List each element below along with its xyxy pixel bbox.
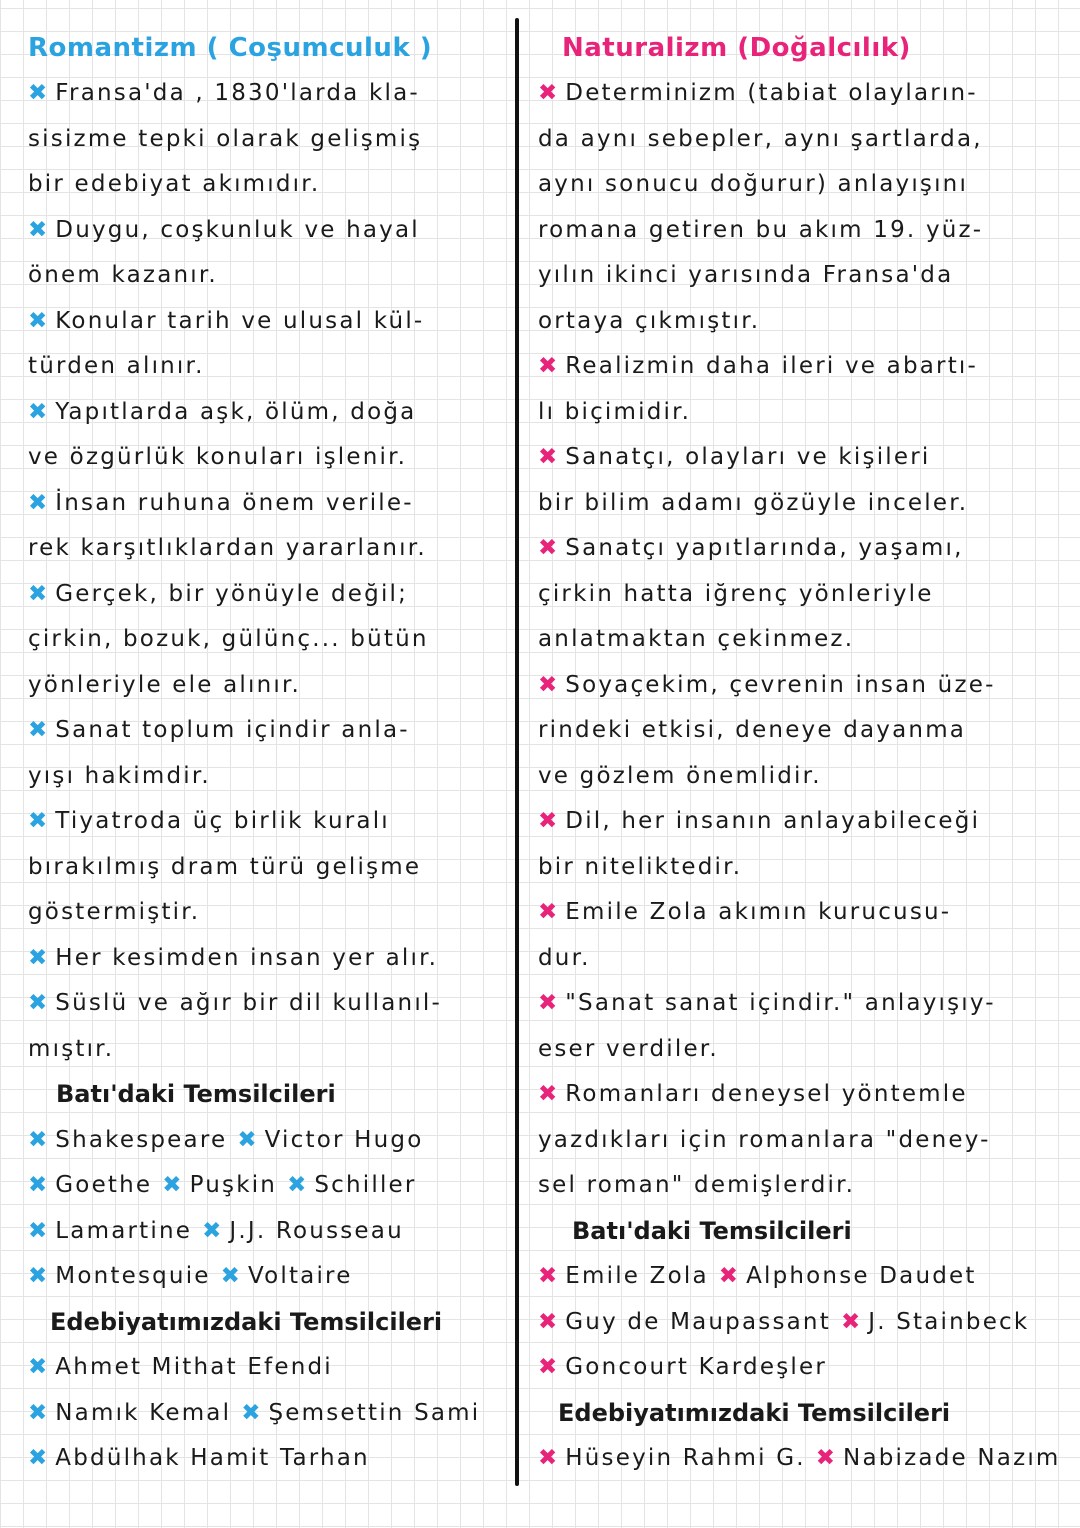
representative-name bbox=[538, 1354, 827, 1380]
note-text: Sanatçı yapıtlarında, yaşamı, bbox=[565, 535, 964, 561]
representative-row bbox=[538, 1436, 1061, 1482]
note-text: Sanat toplum içindir anla- bbox=[55, 717, 410, 743]
x-mark-icon: ✖ bbox=[28, 944, 48, 971]
representative-name bbox=[241, 1400, 480, 1426]
note-line bbox=[538, 71, 1058, 117]
note-text: Konular tarih ve ulusal kül- bbox=[55, 307, 425, 334]
note-line bbox=[28, 253, 506, 299]
note-text: Emile Zola akımın kurucusu- bbox=[565, 899, 952, 925]
x-mark-icon: ✖ bbox=[538, 1354, 558, 1380]
naturalism-column bbox=[538, 26, 1061, 1482]
note-line bbox=[538, 799, 1058, 845]
representative-label: Ahmet Mithat Efendi bbox=[55, 1354, 333, 1380]
representative-name bbox=[538, 1445, 806, 1471]
representative-name bbox=[538, 1309, 831, 1335]
representative-label: Shakespeare bbox=[55, 1126, 228, 1153]
representative-name bbox=[28, 1445, 370, 1471]
representative-row bbox=[538, 1345, 1058, 1391]
x-mark-icon: ✖ bbox=[538, 444, 558, 470]
note-line bbox=[538, 1163, 1058, 1209]
representative-label: Montesquie bbox=[55, 1263, 211, 1289]
x-mark-icon: ✖ bbox=[162, 1172, 182, 1198]
representative-name bbox=[202, 1218, 404, 1244]
representative-row bbox=[28, 1254, 506, 1300]
representative-label: Şemsettin Sami bbox=[268, 1399, 481, 1426]
note-text: ve özgürlük konuları işlenir. bbox=[28, 444, 408, 470]
romanticism-west-heading: Batı'daki Temsilcileri bbox=[56, 1080, 336, 1108]
note-line bbox=[538, 299, 1058, 345]
representative-name bbox=[287, 1172, 416, 1198]
x-mark-icon: ✖ bbox=[28, 990, 48, 1016]
note-line bbox=[538, 845, 1058, 891]
x-mark-icon: ✖ bbox=[241, 1399, 261, 1426]
note-text: yılın ikinci yarısında Fransa'da bbox=[538, 262, 954, 288]
representative-label: J. Stainbeck bbox=[868, 1308, 1030, 1335]
x-mark-icon: ✖ bbox=[718, 1263, 739, 1289]
note-text: aynı sonucu doğurur) anlayışını bbox=[538, 171, 969, 197]
naturalism-west-heading: Batı'daki Temsilcileri bbox=[572, 1216, 852, 1245]
x-mark-icon: ✖ bbox=[28, 580, 48, 607]
note-line bbox=[28, 617, 506, 663]
note-text: yışı hakimdir. bbox=[28, 762, 211, 789]
note-line bbox=[538, 162, 1058, 208]
representative-row bbox=[538, 1300, 1058, 1346]
naturalism-west-list bbox=[538, 1254, 1058, 1391]
x-mark-icon: ✖ bbox=[28, 398, 48, 425]
note-text: "Sanat sanat içindir." anlayışıy- bbox=[565, 990, 996, 1016]
note-line bbox=[538, 253, 1058, 299]
representative-label: Guy de Maupassant bbox=[565, 1308, 831, 1335]
representative-name bbox=[538, 1263, 709, 1289]
x-mark-icon: ✖ bbox=[237, 1126, 257, 1153]
x-mark-icon: ✖ bbox=[538, 80, 558, 106]
x-mark-icon: ✖ bbox=[28, 216, 48, 243]
x-mark-icon: ✖ bbox=[202, 1217, 222, 1244]
note-text: Romanları deneysel yöntemle bbox=[565, 1081, 968, 1107]
note-text: mıştır. bbox=[28, 1035, 115, 1062]
representative-label: Voltaire bbox=[247, 1263, 353, 1289]
note-text: rek karşıtlıklardan yararlanır. bbox=[28, 535, 427, 561]
representative-label: Goethe bbox=[55, 1172, 153, 1198]
note-text: yazdıkları için romanlara "deney- bbox=[538, 1126, 991, 1153]
representative-row bbox=[28, 1118, 506, 1164]
note-text: bırakılmış dram türü gelişme bbox=[28, 853, 422, 880]
note-text: sel roman" demişlerdir. bbox=[538, 1172, 856, 1198]
romanticism-notes bbox=[28, 71, 506, 1072]
representative-label: Abdülhak Hamit Tarhan bbox=[55, 1445, 370, 1471]
romanticism-local-list bbox=[28, 1345, 506, 1482]
x-mark-icon: ✖ bbox=[28, 1217, 48, 1244]
note-text: da aynı sebepler, aynı şartlarda, bbox=[538, 125, 983, 152]
representative-label: Schiller bbox=[314, 1172, 417, 1198]
note-line bbox=[538, 435, 1058, 481]
representative-label: Puşkin bbox=[189, 1172, 278, 1198]
column-divider bbox=[515, 18, 519, 1486]
note-text: yönleriyle ele alınır. bbox=[28, 671, 302, 698]
note-text: romana getiren bu akım 19. yüz- bbox=[538, 216, 984, 243]
note-text: ortaya çıkmıştır. bbox=[538, 307, 761, 334]
x-mark-icon: ✖ bbox=[538, 899, 558, 925]
representative-name bbox=[237, 1127, 423, 1153]
x-mark-icon: ✖ bbox=[538, 1308, 558, 1335]
note-text: Yapıtlarda aşk, ölüm, doğa bbox=[55, 398, 417, 425]
x-mark-icon: ✖ bbox=[287, 1172, 307, 1198]
note-line bbox=[28, 526, 506, 572]
note-line bbox=[28, 208, 506, 254]
note-text: anlatmaktan çekinmez. bbox=[538, 626, 855, 652]
x-mark-icon: ✖ bbox=[28, 1263, 48, 1289]
note-text: lı biçimidir. bbox=[538, 398, 692, 425]
note-text: Gerçek, bir yönüyle değil; bbox=[55, 580, 409, 607]
x-mark-icon: ✖ bbox=[28, 307, 48, 334]
naturalism-local-list bbox=[538, 1436, 1061, 1482]
note-text: Dil, her insanın anlayabileceği bbox=[565, 808, 981, 834]
note-text: Her kesimden insan yer alır. bbox=[55, 944, 439, 971]
naturalism-title: Naturalizm (Doğalcılık) bbox=[562, 33, 911, 63]
x-mark-icon: ✖ bbox=[815, 1445, 836, 1471]
note-text: eser verdiler. bbox=[538, 1035, 719, 1062]
note-line bbox=[538, 708, 1058, 754]
x-mark-icon: ✖ bbox=[538, 353, 558, 379]
x-mark-icon: ✖ bbox=[28, 808, 48, 834]
note-line bbox=[538, 1027, 1058, 1073]
representative-label: Victor Hugo bbox=[264, 1126, 424, 1153]
x-mark-icon: ✖ bbox=[538, 1081, 558, 1107]
representative-row bbox=[28, 1209, 506, 1255]
note-text: Determinizm (tabiat olayların- bbox=[565, 80, 978, 106]
representative-row bbox=[28, 1391, 506, 1437]
note-line bbox=[28, 481, 506, 527]
note-line bbox=[538, 344, 1058, 390]
note-text: Duygu, coşkunluk ve hayal bbox=[55, 216, 420, 243]
note-text: Süslü ve ağır bir dil kullanıl- bbox=[55, 990, 443, 1016]
x-mark-icon: ✖ bbox=[538, 535, 558, 561]
note-line bbox=[538, 754, 1058, 800]
representative-label: Hüseyin Rahmi G. bbox=[565, 1445, 806, 1471]
representative-row bbox=[538, 1254, 1058, 1300]
note-line bbox=[28, 299, 506, 345]
romanticism-title: Romantizm ( Coşumculuk ) bbox=[28, 33, 433, 63]
romanticism-column bbox=[28, 26, 506, 1482]
representative-label: Goncourt Kardeşler bbox=[565, 1354, 827, 1380]
note-text: bir bilim adamı gözüyle inceler. bbox=[538, 489, 969, 516]
representative-name bbox=[816, 1445, 1061, 1471]
x-mark-icon: ✖ bbox=[28, 1445, 48, 1471]
naturalism-local-heading: Edebiyatımızdaki Temsilcileri bbox=[558, 1398, 951, 1427]
note-text: göstermiştir. bbox=[28, 899, 201, 925]
x-mark-icon: ✖ bbox=[538, 1263, 558, 1289]
note-line bbox=[28, 390, 506, 436]
x-mark-icon: ✖ bbox=[840, 1308, 861, 1335]
note-line bbox=[538, 981, 1058, 1027]
note-line bbox=[538, 936, 1058, 982]
note-line bbox=[538, 617, 1058, 663]
representative-row bbox=[28, 1436, 506, 1482]
note-line bbox=[538, 390, 1058, 436]
note-line bbox=[28, 754, 506, 800]
naturalism-notes bbox=[538, 71, 1058, 1209]
note-line bbox=[538, 208, 1058, 254]
x-mark-icon: ✖ bbox=[220, 1263, 240, 1289]
note-line bbox=[538, 117, 1058, 163]
representative-label: Namık Kemal bbox=[55, 1399, 232, 1426]
note-line bbox=[538, 572, 1058, 618]
x-mark-icon: ✖ bbox=[538, 1445, 558, 1471]
representative-name bbox=[28, 1172, 152, 1198]
note-text: rindeki etkisi, deneye dayanma bbox=[538, 717, 967, 743]
representative-name bbox=[841, 1309, 1029, 1335]
note-line bbox=[28, 799, 506, 845]
x-mark-icon: ✖ bbox=[538, 671, 558, 698]
note-line bbox=[538, 1072, 1058, 1118]
representative-label: Alphonse Daudet bbox=[746, 1263, 977, 1289]
note-line bbox=[28, 708, 506, 754]
note-text: Soyaçekim, çevrenin insan üze- bbox=[565, 671, 996, 698]
x-mark-icon: ✖ bbox=[28, 489, 48, 516]
romanticism-west-list bbox=[28, 1118, 506, 1300]
representative-name bbox=[719, 1263, 977, 1289]
x-mark-icon: ✖ bbox=[538, 990, 558, 1016]
note-text: bir edebiyat akımıdır. bbox=[28, 171, 321, 197]
representative-label: Nabizade Nazım bbox=[843, 1445, 1061, 1471]
representative-name bbox=[28, 1127, 227, 1153]
note-line bbox=[538, 526, 1058, 572]
note-line bbox=[538, 890, 1058, 936]
note-line bbox=[28, 572, 506, 618]
representative-name bbox=[221, 1263, 353, 1289]
note-text: ve gözlem önemlidir. bbox=[538, 762, 822, 789]
x-mark-icon: ✖ bbox=[28, 1399, 48, 1426]
note-line bbox=[28, 890, 506, 936]
note-text: çirkin, bozuk, gülünç... bütün bbox=[28, 626, 429, 652]
note-line bbox=[28, 71, 506, 117]
representative-row bbox=[28, 1345, 506, 1391]
x-mark-icon: ✖ bbox=[28, 80, 48, 106]
representative-row bbox=[28, 1163, 506, 1209]
representative-label: J.J. Rousseau bbox=[229, 1217, 404, 1244]
x-mark-icon: ✖ bbox=[538, 808, 558, 834]
note-line bbox=[28, 435, 506, 481]
note-text: Tiyatroda üç birlik kuralı bbox=[55, 808, 390, 834]
note-line bbox=[28, 663, 506, 709]
note-line bbox=[538, 663, 1058, 709]
representative-name bbox=[28, 1218, 192, 1244]
representative-name bbox=[28, 1400, 231, 1426]
representative-label: Lamartine bbox=[55, 1217, 193, 1244]
note-text: sisizme tepki olarak gelişmiş bbox=[28, 125, 423, 152]
x-mark-icon: ✖ bbox=[28, 717, 48, 743]
representative-label: Emile Zola bbox=[565, 1263, 709, 1289]
note-line bbox=[28, 981, 506, 1027]
note-text: dur. bbox=[538, 944, 591, 971]
x-mark-icon: ✖ bbox=[28, 1354, 48, 1380]
note-line bbox=[538, 1118, 1058, 1164]
note-line bbox=[28, 344, 506, 390]
note-line bbox=[28, 936, 506, 982]
representative-name bbox=[162, 1172, 277, 1198]
note-text: Realizmin daha ileri ve abartı- bbox=[565, 353, 978, 379]
note-text: Sanatçı, olayları ve kişileri bbox=[565, 444, 931, 470]
note-text: türden alınır. bbox=[28, 353, 205, 379]
note-text: İnsan ruhuna önem verile- bbox=[55, 489, 414, 516]
note-line bbox=[28, 117, 506, 163]
x-mark-icon: ✖ bbox=[28, 1126, 48, 1153]
note-line bbox=[28, 162, 506, 208]
x-mark-icon: ✖ bbox=[28, 1172, 48, 1198]
romanticism-local-heading: Edebiyatımızdaki Temsilcileri bbox=[50, 1307, 443, 1336]
note-line bbox=[28, 1027, 506, 1073]
note-text: bir niteliktedir. bbox=[538, 853, 743, 880]
note-text: Fransa'da , 1830'larda kla- bbox=[55, 80, 420, 106]
representative-name bbox=[28, 1263, 211, 1289]
note-text: önem kazanır. bbox=[28, 262, 218, 288]
representative-name bbox=[28, 1354, 333, 1380]
note-text: çirkin hatta iğrenç yönleriyle bbox=[538, 580, 934, 607]
note-line bbox=[538, 481, 1058, 527]
note-line bbox=[28, 845, 506, 891]
